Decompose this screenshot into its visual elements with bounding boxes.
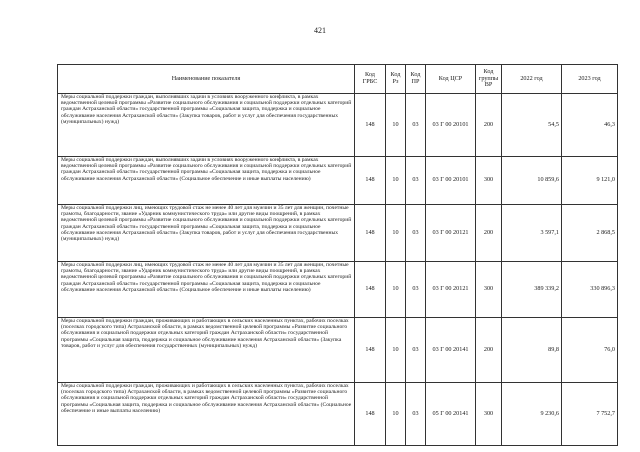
header-name: Наименование показателя	[58, 65, 355, 94]
header-pr: Код ПР	[406, 65, 426, 94]
cell-pr: 03	[406, 94, 426, 157]
cell-rz: 10	[386, 383, 406, 446]
cell-vr: 200	[476, 318, 502, 383]
cell-pr: 03	[406, 262, 426, 318]
cell-pr: 03	[406, 383, 426, 446]
cell-2023: 76,0	[562, 318, 618, 383]
cell-rz: 10	[386, 262, 406, 318]
cell-pr: 03	[406, 157, 426, 205]
header-grbs: Код ГРБС	[355, 65, 386, 94]
budget-table	[57, 64, 618, 446]
cell-2023: 330 896,3	[562, 262, 618, 318]
cell-rz: 10	[386, 94, 406, 157]
cell-2022: 54,5	[502, 94, 562, 157]
cell-2023: 2 868,5	[562, 205, 618, 262]
cell-csr: 05 Г 00 20141	[426, 383, 476, 446]
cell-name: Меры социальной поддержки граждан, выполнявших задачи в условиях вооруженного конфликта, в рамках ведомственной целевой программы «Развитие социального обслуживания и социальной поддержки отдельных категорий граждан Астраханской области» государственной программы «Социальная защита, поддержка и социальное обслуживание населения Астраханской области» (Закупка товаров, работ и услуг для обеспечения государственных (муниципальных) нужд)	[58, 94, 355, 157]
cell-pr: 03	[406, 205, 426, 262]
cell-csr: 03 Г 00 20121	[426, 205, 476, 262]
header-vr: Код группы ВР	[476, 65, 502, 94]
cell-pr: 03	[406, 318, 426, 383]
cell-csr: 03 Г 00 20141	[426, 318, 476, 383]
cell-vr: 200	[476, 94, 502, 157]
cell-2023: 9 121,0	[562, 157, 618, 205]
cell-csr: 03 Г 00 20121	[426, 262, 476, 318]
header-2023: 2023 год	[562, 65, 618, 94]
cell-grbs: 148	[355, 205, 386, 262]
table-row	[58, 94, 618, 157]
cell-name: Меры социальной поддержки лиц, имеющих трудовой стаж не менее 40 лет для мужчин и 35 лет для женщин, почетные грамоты, благодарности, звание «Ударник коммунистического труда» или другие виды поощрений, в рамках ведомственной целевой программы «Развитие социального обслуживания и социальной поддержки отдельных категорий граждан Астраханской области» государственной программы «Социальная защита, поддержка и социальное обслуживание населения Астраханской области» (Социальное обеспечение и иные выплаты населению)	[58, 262, 355, 318]
table-row	[58, 383, 618, 446]
cell-2022: 10 859,6	[502, 157, 562, 205]
cell-csr: 03 Г 00 20101	[426, 157, 476, 205]
table-row	[58, 157, 618, 205]
table-row	[58, 205, 618, 262]
cell-grbs: 148	[355, 318, 386, 383]
cell-vr: 300	[476, 383, 502, 446]
cell-2022: 3 597,1	[502, 205, 562, 262]
cell-name: Меры социальной поддержки граждан, проживающих и работающих в сельских населенных пунктах, рабочих поселках (поселках городского типа) Астраханской области, в рамках ведомственной целевой программы «Развитие социального обслуживания и социальной поддержки отдельных категорий граждан Астраханской области» государственной программы «Социальная защита, поддержка и социальное обслуживание населения Астраханской области» (Социальное обеспечение и иные выплаты населению)	[58, 383, 355, 446]
cell-name: Меры социальной поддержки граждан, выполнявших задачи в условиях вооруженного конфликта, в рамках ведомственной целевой программы «Развитие социального обслуживания и социальной поддержки отдельных категорий граждан Астраханской области» государственной программы «Социальная защита, поддержка и социальное обслуживание населения Астраханской области» (Социальное обеспечение и иные выплаты населению)	[58, 157, 355, 205]
cell-rz: 10	[386, 318, 406, 383]
cell-name: Меры социальной поддержки лиц, имеющих трудовой стаж не менее 40 лет для мужчин и 35 лет для женщин, почетные грамоты, благодарности, звание «Ударник коммунистического труда» или другие виды поощрений, в рамках ведомственной целевой программы «Развитие социального обслуживания и социальной поддержки отдельных категорий граждан Астраханской области» государственной программы «Социальная защита, поддержка и социальное обслуживание населения Астраханской области» (Закупка товаров, работ и услуг для обеспечения государственных (муниципальных) нужд)	[58, 205, 355, 262]
cell-grbs: 148	[355, 262, 386, 318]
cell-csr: 03 Г 00 20101	[426, 94, 476, 157]
cell-vr: 300	[476, 157, 502, 205]
cell-2022: 89,8	[502, 318, 562, 383]
cell-2023: 46,3	[562, 94, 618, 157]
cell-rz: 10	[386, 157, 406, 205]
header-rz: Код Рз	[386, 65, 406, 94]
cell-2022: 9 230,6	[502, 383, 562, 446]
cell-grbs: 148	[355, 157, 386, 205]
cell-2023: 7 752,7	[562, 383, 618, 446]
cell-2022: 389 339,2	[502, 262, 562, 318]
table-row	[58, 318, 618, 383]
cell-vr: 200	[476, 205, 502, 262]
cell-grbs: 148	[355, 94, 386, 157]
table-header-row	[58, 65, 618, 94]
page-number: 421	[314, 26, 326, 35]
table-row	[58, 262, 618, 318]
header-csr: Код ЦСР	[426, 65, 476, 94]
cell-name: Меры социальной поддержки граждан, проживающих и работающих в сельских населенных пунктах, рабочих поселках (поселках городского типа) Астраханской области, в рамках ведомственной целевой программы «Развитие социального обслуживания и социальной поддержки отдельных категорий граждан Астраханской области» государственной программы «Социальная защита, поддержка и социальное обслуживание населения Астраханской области» (Закупка товаров, работ и услуг для обеспечения государственных (муниципальных) нужд)	[58, 318, 355, 383]
cell-rz: 10	[386, 205, 406, 262]
cell-grbs: 148	[355, 383, 386, 446]
cell-vr: 300	[476, 262, 502, 318]
header-2022: 2022 год	[502, 65, 562, 94]
